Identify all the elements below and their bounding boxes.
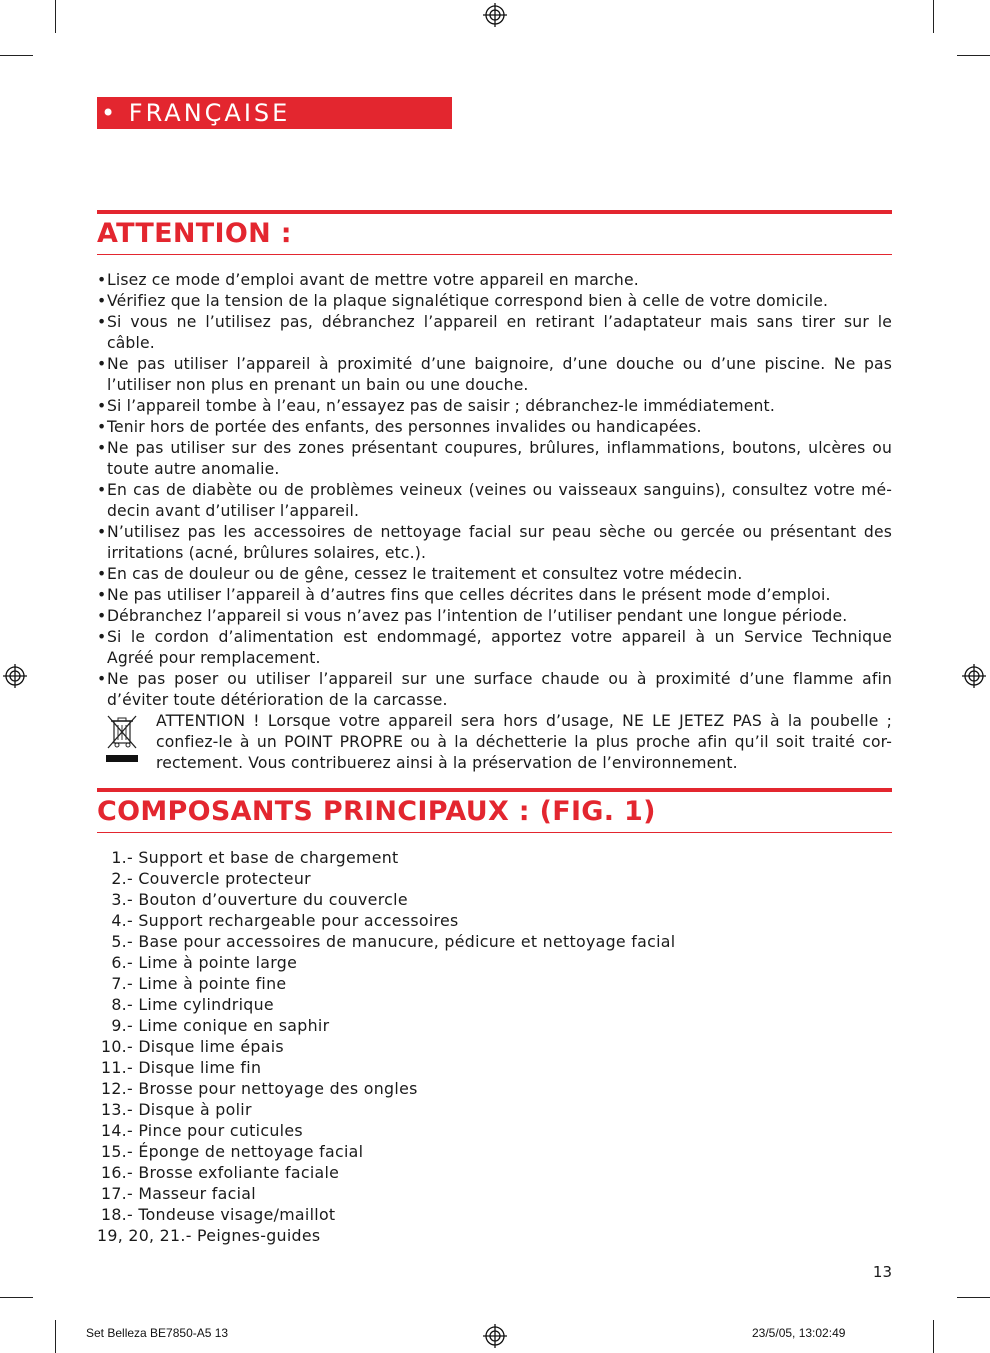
attention-list xyxy=(97,270,892,774)
item-number: 2.- xyxy=(111,869,133,888)
registration-mark-icon xyxy=(962,664,986,688)
item-number: 9.- xyxy=(111,1016,133,1035)
list-item xyxy=(97,1120,797,1141)
item-number: 4.- xyxy=(111,911,133,930)
list-item: • Si le cordon d’alimentation est endommagé, apportez votre appareil à un Service Technique Agréé pour remplacement. xyxy=(97,627,892,669)
item-number: 10.- xyxy=(100,1037,133,1056)
registration-mark-icon xyxy=(3,664,27,688)
section-bottom-rule xyxy=(97,832,892,833)
item-number: 15.- xyxy=(100,1142,133,1161)
attention-heading: ATTENTION : xyxy=(97,218,292,249)
item-label: Masseur facial xyxy=(138,1184,256,1203)
item-label: Lime à pointe fine xyxy=(138,974,287,993)
list-item xyxy=(97,1162,797,1183)
item-number: 5.- xyxy=(111,932,133,951)
list-item xyxy=(97,1015,797,1036)
list-item: • Lisez ce mode d’emploi avant de mettre votre appareil en marche. xyxy=(97,270,892,291)
list-item: • Tenir hors de portée des enfants, des personnes invalides ou handicapées. xyxy=(97,417,892,438)
list-item xyxy=(97,952,797,973)
list-item xyxy=(97,1204,797,1225)
item-number: 16.- xyxy=(100,1163,133,1182)
crop-mark xyxy=(0,55,33,56)
list-item: • En cas de douleur ou de gêne, cessez le traitement et consultez votre médecin. xyxy=(97,564,892,585)
list-item: • Si vous ne l’utilisez pas, débranchez l’appareil en retirant l’adaptateur mais sans tirer sur le câble. xyxy=(97,312,892,354)
list-item xyxy=(97,1141,797,1162)
list-item xyxy=(97,1225,797,1246)
item-label: Brosse pour nettoyage des ongles xyxy=(138,1079,418,1098)
list-item xyxy=(97,1057,797,1078)
item-number: 7.- xyxy=(111,974,133,993)
item-label: Disque à polir xyxy=(138,1100,252,1119)
item-number: 17.- xyxy=(100,1184,133,1203)
list-item xyxy=(97,1036,797,1057)
item-label: Brosse exfoliante faciale xyxy=(138,1163,340,1182)
item-number: 11.- xyxy=(100,1058,133,1077)
list-item: • N’utilisez pas les accessoires de nettoyage facial sur peau sèche ou gercée ou présentant des irritations (acné, brûlures solaires, etc.). xyxy=(97,522,892,564)
item-number: 13.- xyxy=(100,1100,133,1119)
item-label: Lime conique en saphir xyxy=(138,1016,330,1035)
components-list xyxy=(97,847,797,1246)
list-item xyxy=(97,910,797,931)
footer-filename: Set Belleza BE7850-A5 13 xyxy=(86,1326,229,1340)
item-number: 1.- xyxy=(111,848,133,867)
crop-mark xyxy=(55,1320,56,1353)
item-number: 18.- xyxy=(100,1205,133,1224)
item-number: 8.- xyxy=(111,995,133,1014)
crop-mark xyxy=(55,0,56,33)
list-item xyxy=(97,973,797,994)
section-top-rule xyxy=(97,210,892,214)
list-item xyxy=(97,931,797,952)
item-label: Éponge de nettoyage facial xyxy=(138,1142,364,1161)
footer-timestamp: 23/5/05, 13:02:49 xyxy=(752,1326,846,1340)
list-item: • Débranchez l’appareil si vous n’avez pas l’intention de l’utiliser pendant une longue période. xyxy=(97,606,892,627)
list-item: • Ne pas utiliser l’appareil à proximité d’une baignoire, d’une douche ou d’une piscine. Ne pas l’utiliser non plus en prenant un bain ou une douche. xyxy=(97,354,892,396)
page-number: 13 xyxy=(872,1263,892,1281)
item-label: Pince pour cuticules xyxy=(138,1121,303,1140)
item-label: Disque lime fin xyxy=(138,1058,262,1077)
item-number: 6.- xyxy=(111,953,133,972)
item-label: Support et base de chargement xyxy=(138,848,399,867)
language-banner: • FRANÇAISE xyxy=(97,97,452,129)
list-item xyxy=(97,1078,797,1099)
item-number: 19, 20, 21.- xyxy=(97,1226,192,1245)
item-label: Support rechargeable pour accessoires xyxy=(138,911,459,930)
item-label: Couvercle protecteur xyxy=(138,869,311,888)
item-label: Base pour accessoires de manucure, pédicure et nettoyage facial xyxy=(138,932,676,951)
item-number: 14.- xyxy=(100,1121,133,1140)
crop-mark xyxy=(957,1297,990,1298)
item-number: 12.- xyxy=(100,1079,133,1098)
list-item xyxy=(97,1183,797,1204)
item-label: Lime cylindrique xyxy=(138,995,274,1014)
list-item: • Vérifiez que la tension de la plaque signalétique correspond bien à celle de votre domicile. xyxy=(97,291,892,312)
registration-mark-icon xyxy=(483,3,507,27)
crop-mark xyxy=(957,55,990,56)
disposal-notice xyxy=(97,711,892,774)
section-bottom-rule xyxy=(97,254,892,255)
list-item xyxy=(97,847,797,868)
list-item xyxy=(97,994,797,1015)
crop-mark xyxy=(933,1320,934,1353)
item-label: Peignes-guides xyxy=(197,1226,321,1245)
list-item: • Ne pas utiliser l’appareil à d’autres fins que celles décrites dans le présent mode d’emploi. xyxy=(97,585,892,606)
item-label: Bouton d’ouverture du couvercle xyxy=(138,890,408,909)
list-item: • Ne pas utiliser sur des zones présentant coupures, brûlures, inflammations, boutons, ulcères ou toute autre anomalie. xyxy=(97,438,892,480)
crop-mark xyxy=(933,0,934,33)
item-number: 3.- xyxy=(111,890,133,909)
crop-mark xyxy=(0,1297,33,1298)
item-label: Tondeuse visage/maillot xyxy=(138,1205,336,1224)
components-heading: COMPOSANTS PRINCIPAUX : (FIG. 1) xyxy=(97,796,656,827)
registration-mark-icon xyxy=(483,1324,507,1348)
list-item: • Si l’appareil tombe à l’eau, n’essayez pas de saisir ; débranchez-le immédiatement. xyxy=(97,396,892,417)
list-item: • Ne pas poser ou utiliser l’appareil sur une surface chaude ou à proximité d’une flamme afin d’éviter toute détérioration de la carcasse. xyxy=(97,669,892,711)
disposal-text: ATTENTION ! Lorsque votre appareil sera hors d’usage, NE LE JETEZ PAS à la poubelle ; confiez-le à un POINT PROPRE ou à la déchetterie la plus proche afin qu’il soit traité cor-rectement. Vous contribuerez ainsi à la préservation de l’environnement. xyxy=(156,712,892,772)
item-label: Lime à pointe large xyxy=(138,953,298,972)
item-label: Disque lime épais xyxy=(138,1037,284,1056)
list-item: • En cas de diabète ou de problèmes veineux (veines ou vaisseaux sanguins), consultez votre mé-decin avant d’utiliser l’appareil. xyxy=(97,480,892,522)
crossed-bin-icon xyxy=(105,713,139,765)
list-item xyxy=(97,889,797,910)
list-item xyxy=(97,868,797,889)
section-top-rule xyxy=(97,788,892,792)
list-item xyxy=(97,1099,797,1120)
